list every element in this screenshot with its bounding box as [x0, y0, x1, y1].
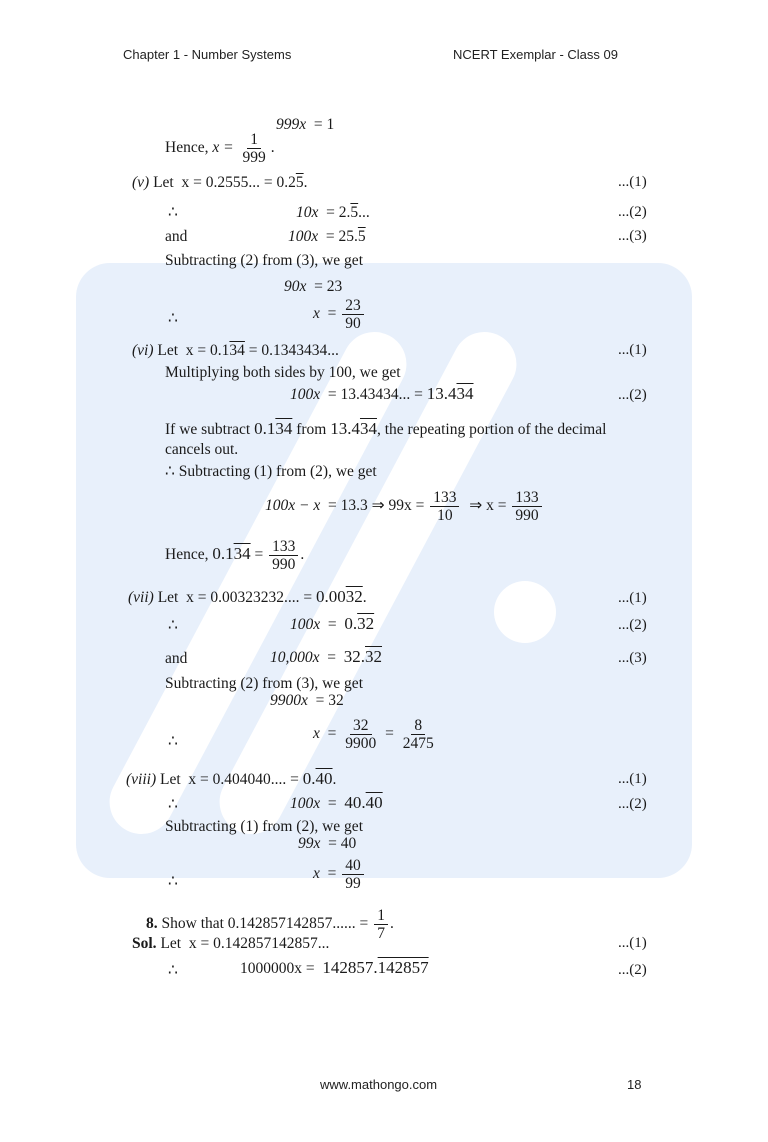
solution-let: Sol. Let x = 0.142857142857... — [132, 935, 330, 952]
equation-tag: ...(1) — [618, 174, 647, 190]
therefore-symbol: ∴ — [168, 617, 178, 634]
therefore-symbol: ∴ — [168, 962, 178, 979]
equation-line: 10x = 2.5... — [296, 204, 370, 221]
equation-tag: ...(1) — [618, 935, 647, 951]
equation-line: 100x − x = 13.3 ⇒ 99x = $\frac{133}{10}$ ⇒ x = $\frac{133}{990}$ — [265, 489, 544, 524]
therefore-symbol: ∴ — [168, 310, 178, 327]
equation-tag: ...(2) — [618, 962, 647, 978]
equation-line: x = $\frac{23}{90}$ — [313, 297, 366, 332]
part-v-let: (v) Let x = 0.2555... = 0.25. — [132, 174, 308, 191]
footer-website: www.mathongo.com — [320, 1077, 438, 1092]
question-8: 8. Show that 0.142857142857...... = $\frac{1}{7}$ . — [146, 907, 394, 942]
therefore-symbol: ∴ — [168, 204, 178, 221]
equation-line: 1000000x = 142857.142857 — [240, 958, 429, 977]
part-viii-let: (viii) Let x = 0.404040.... = 0.40. — [126, 769, 337, 788]
paragraph-text: cancels out. — [165, 441, 239, 458]
equation-tag: ...(2) — [618, 204, 647, 220]
equation-tag: ...(1) — [618, 590, 647, 606]
instruction-text: Subtracting (1) from (2), we get — [165, 818, 363, 835]
paragraph-text: If we subtract 0.134 from 13.434, the repeating portion of the decimal — [165, 419, 607, 438]
equation-line: 999x = 1 — [276, 116, 335, 133]
equation-line: 9900x = 32 — [270, 692, 344, 709]
equation-line: 99x = 40 — [298, 835, 357, 852]
and-label: and — [165, 650, 188, 667]
equation-line: 100x = 25.5 — [288, 228, 366, 245]
instruction-text: Subtracting (2) from (3), we get — [165, 675, 363, 692]
equation-tag: ...(3) — [618, 228, 647, 244]
equation-tag: ...(3) — [618, 650, 647, 666]
therefore-symbol: ∴ — [168, 796, 178, 813]
and-label: and — [165, 228, 188, 245]
equation-line: x = $\frac{40}{99}$ — [313, 857, 366, 892]
part-vii-let: (vii) Let x = 0.00323232.... = 0.0032. — [128, 587, 367, 606]
equation-tag: ...(1) — [618, 771, 647, 787]
header-chapter-title: Chapter 1 - Number Systems — [123, 47, 292, 62]
equation-line: 10,000x = 32.32 — [270, 647, 383, 666]
equation-line: x = $\frac{32}{9900}$ = $\frac{8}{2475}$ — [313, 717, 434, 752]
hence-line: Hence, x = $\frac{1}{999}$ . — [165, 131, 275, 166]
therefore-symbol: ∴ — [168, 733, 178, 750]
instruction-text: ∴ Subtracting (1) from (2), we get — [165, 463, 377, 480]
equation-line: 100x = 13.43434... = 13.434 — [290, 384, 474, 403]
hence-line: Hence, 0.134 = $\frac{133}{990}$ . — [165, 538, 305, 573]
instruction-text: Subtracting (2) from (3), we get — [165, 252, 363, 269]
watermark-dot — [494, 581, 556, 643]
equation-tag: ...(1) — [618, 342, 647, 358]
equation-tag: ...(2) — [618, 387, 647, 403]
header-book-title: NCERT Exemplar - Class 09 — [453, 47, 618, 62]
equation-line: 100x = 0.32 — [290, 614, 375, 633]
equation-tag: ...(2) — [618, 617, 647, 633]
part-vi-let: (vi) Let x = 0.134 = 0.1343434... — [132, 342, 339, 359]
equation-tag: ...(2) — [618, 796, 647, 812]
equation-line: 90x = 23 — [284, 278, 343, 295]
equation-line: 100x = 40.40 — [290, 793, 383, 812]
instruction-text: Multiplying both sides by 100, we get — [165, 364, 401, 381]
page-number: 18 — [627, 1077, 642, 1092]
therefore-symbol: ∴ — [168, 873, 178, 890]
